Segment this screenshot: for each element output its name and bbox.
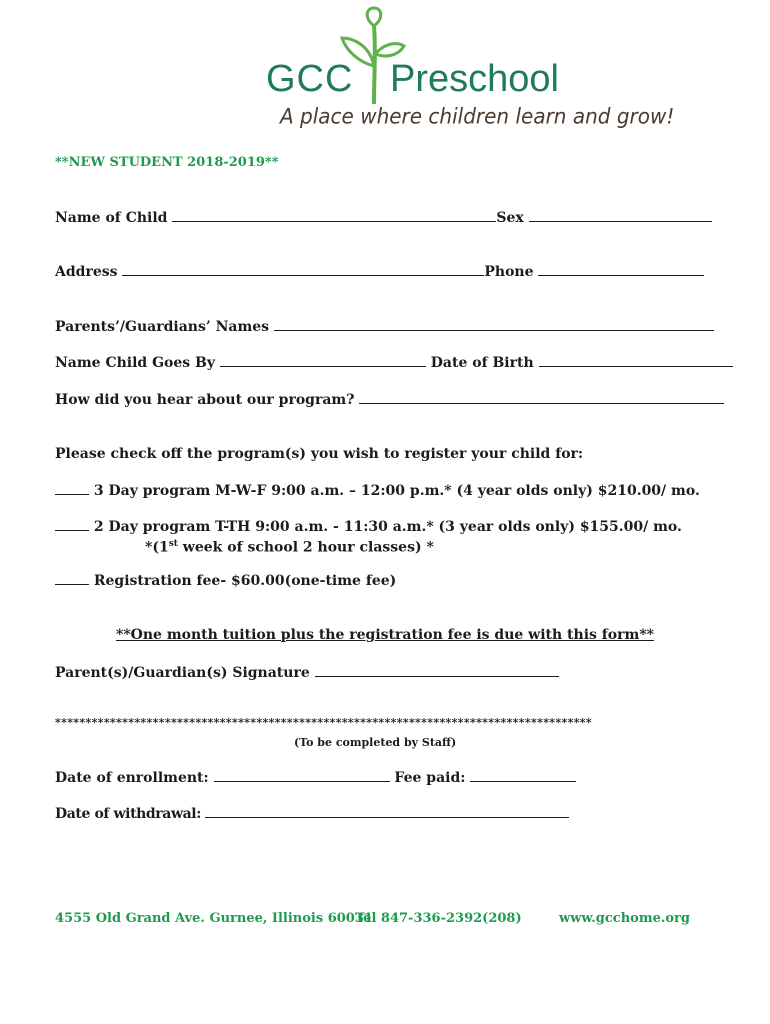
parents-label: Parents’/Guardians’ Names bbox=[55, 319, 270, 335]
hear-row bbox=[55, 390, 724, 409]
withdrawal-row bbox=[55, 804, 569, 823]
enrollment-label: Date of enrollment: bbox=[55, 770, 209, 786]
staff-note: (To be completed by Staff) bbox=[294, 736, 457, 749]
sex-label: Sex bbox=[496, 210, 524, 226]
logo-preschool-text: Preschool bbox=[390, 58, 559, 100]
footer-address: 4555 Old Grand Ave. Gurnee, Illinois 60031 bbox=[55, 911, 373, 926]
program-2-row bbox=[55, 517, 682, 536]
due-notice: **One month tuition plus the registration fee is due with this form** bbox=[116, 627, 654, 643]
program-2-note-suffix: week of school 2 hour classes) * bbox=[177, 539, 434, 556]
parents-field[interactable] bbox=[274, 317, 714, 331]
fee-paid-field[interactable] bbox=[470, 768, 576, 782]
dob-label: Date of Birth bbox=[430, 355, 534, 371]
footer-phone: Tel 847-336-2392(208) bbox=[355, 911, 522, 926]
program-2-note-superscript: st bbox=[168, 539, 178, 549]
name-of-child-row bbox=[55, 208, 712, 227]
withdrawal-field[interactable] bbox=[205, 804, 569, 818]
registration-row bbox=[55, 571, 396, 590]
signature-field[interactable] bbox=[315, 663, 559, 677]
dob-field[interactable] bbox=[539, 353, 733, 367]
staff-divider: **************************************************************************************** bbox=[55, 716, 593, 729]
footer-website-link[interactable]: www.gcchome.org bbox=[559, 911, 690, 926]
hear-field[interactable] bbox=[359, 390, 724, 404]
logo-gcc-text: GCC bbox=[266, 58, 354, 100]
form-header: **NEW STUDENT 2018-2019** bbox=[55, 155, 279, 170]
registration-label: Registration fee- $60.00(one-time fee) bbox=[93, 573, 397, 589]
phone-field[interactable] bbox=[538, 262, 704, 276]
phone-label: Phone bbox=[484, 264, 534, 280]
program-2-label: 2 Day program T-TH 9:00 a.m. - 11:30 a.m.* (3 year olds only) $155.00/ mo. bbox=[93, 519, 682, 535]
logo-tagline: A place where children learn and grow! bbox=[280, 103, 675, 129]
fee-paid-label: Fee paid: bbox=[394, 770, 466, 786]
program-2-note-prefix: *(1 bbox=[145, 539, 169, 556]
withdrawal-label: Date of withdrawal: bbox=[55, 806, 201, 822]
program-1-label: 3 Day program M-W-F 9:00 a.m. – 12:00 p.m.* (4 year olds only) $210.00/ mo. bbox=[93, 483, 700, 499]
goes-by-row bbox=[55, 353, 733, 372]
program-2-note bbox=[145, 535, 434, 557]
parents-row bbox=[55, 317, 714, 336]
signature-label: Parent(s)/Guardian(s) Signature bbox=[55, 665, 310, 681]
signature-row bbox=[55, 663, 559, 682]
program-2-checkbox[interactable] bbox=[55, 517, 89, 531]
goes-by-field[interactable] bbox=[220, 353, 426, 367]
program-1-checkbox[interactable] bbox=[55, 481, 89, 495]
hear-label: How did you hear about our program? bbox=[55, 392, 355, 408]
name-of-child-field[interactable] bbox=[172, 208, 496, 222]
check-prompt: Please check off the program(s) you wish to register your child for: bbox=[55, 446, 584, 462]
enrollment-field[interactable] bbox=[214, 768, 390, 782]
goes-by-label: Name Child Goes By bbox=[55, 355, 216, 371]
program-1-row bbox=[55, 481, 700, 500]
address-field[interactable] bbox=[122, 262, 484, 276]
name-of-child-label: Name of Child bbox=[55, 210, 168, 226]
enrollment-row bbox=[55, 768, 576, 787]
registration-checkbox[interactable] bbox=[55, 571, 89, 585]
address-label: Address bbox=[55, 264, 118, 280]
sex-field[interactable] bbox=[529, 208, 712, 222]
address-row bbox=[55, 262, 704, 281]
